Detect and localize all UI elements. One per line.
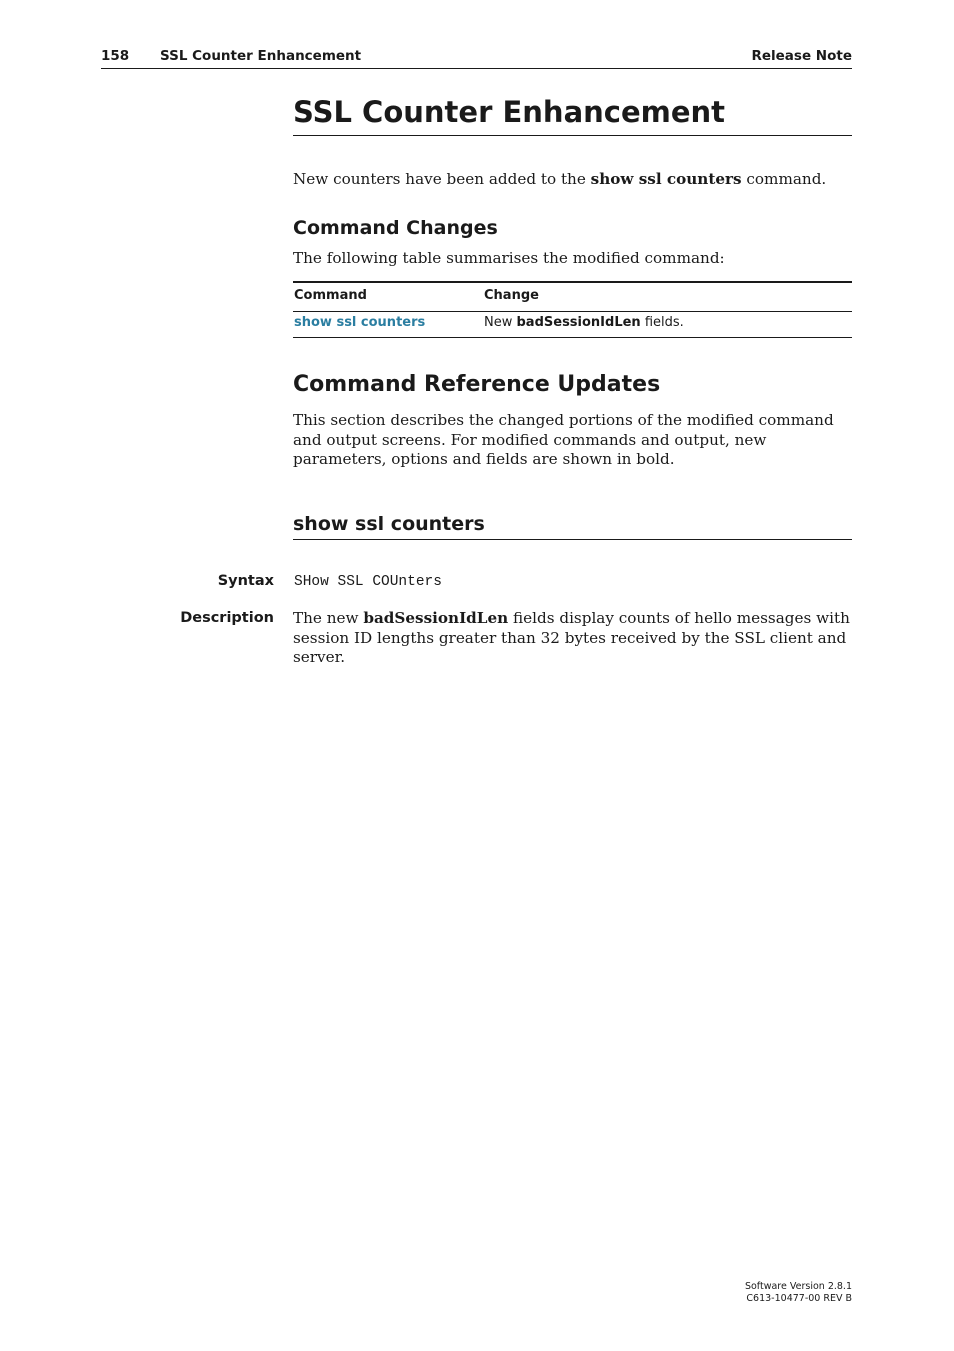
running-doc-type: Release Note [751, 48, 852, 64]
table-header-change: Change [484, 288, 539, 303]
table-top-rule [293, 281, 852, 283]
description-label: Description [180, 610, 274, 626]
command-heading-rule [293, 539, 852, 540]
table-header-command: Command [294, 288, 367, 303]
reference-heading: Command Reference Updates [293, 372, 661, 397]
software-version: Software Version 2.8.1 [744, 1281, 852, 1292]
title-rule [293, 135, 852, 136]
page-title: SSL Counter Enhancement [293, 95, 726, 129]
command-changes-text: The following table summarises the modified command: [293, 249, 725, 267]
command-heading: show ssl counters [293, 513, 485, 535]
command-changes-heading: Command Changes [293, 217, 498, 239]
table-bottom-rule [293, 337, 852, 338]
table-command-link[interactable]: show ssl counters [294, 315, 426, 330]
syntax-label: Syntax [217, 573, 274, 589]
header-rule [101, 68, 852, 69]
table-header-rule [293, 311, 852, 312]
syntax-code: SHow SSL COUnters [294, 574, 442, 590]
page-number: 158 [101, 48, 130, 64]
reference-text: This section describes the changed portions of the modified command and output screens. For modified commands and output, new parameters, options and fields are shown in bold. [293, 411, 834, 469]
intro-paragraph: New counters have been added to the show ssl counters command. [293, 170, 827, 188]
intro-command: show ssl counters [590, 170, 742, 188]
running-section-title: SSL Counter Enhancement [160, 48, 362, 64]
description-text: The new badSessionIdLen fields display counts of hello messages with session ID lengths greater than 32 bytes received by the SSL client and server. [293, 609, 850, 667]
table-row-change: New badSessionIdLen fields. [484, 315, 684, 330]
footer [745, 1281, 852, 1305]
document-code: C613-10477-00 REV B [746, 1293, 852, 1304]
